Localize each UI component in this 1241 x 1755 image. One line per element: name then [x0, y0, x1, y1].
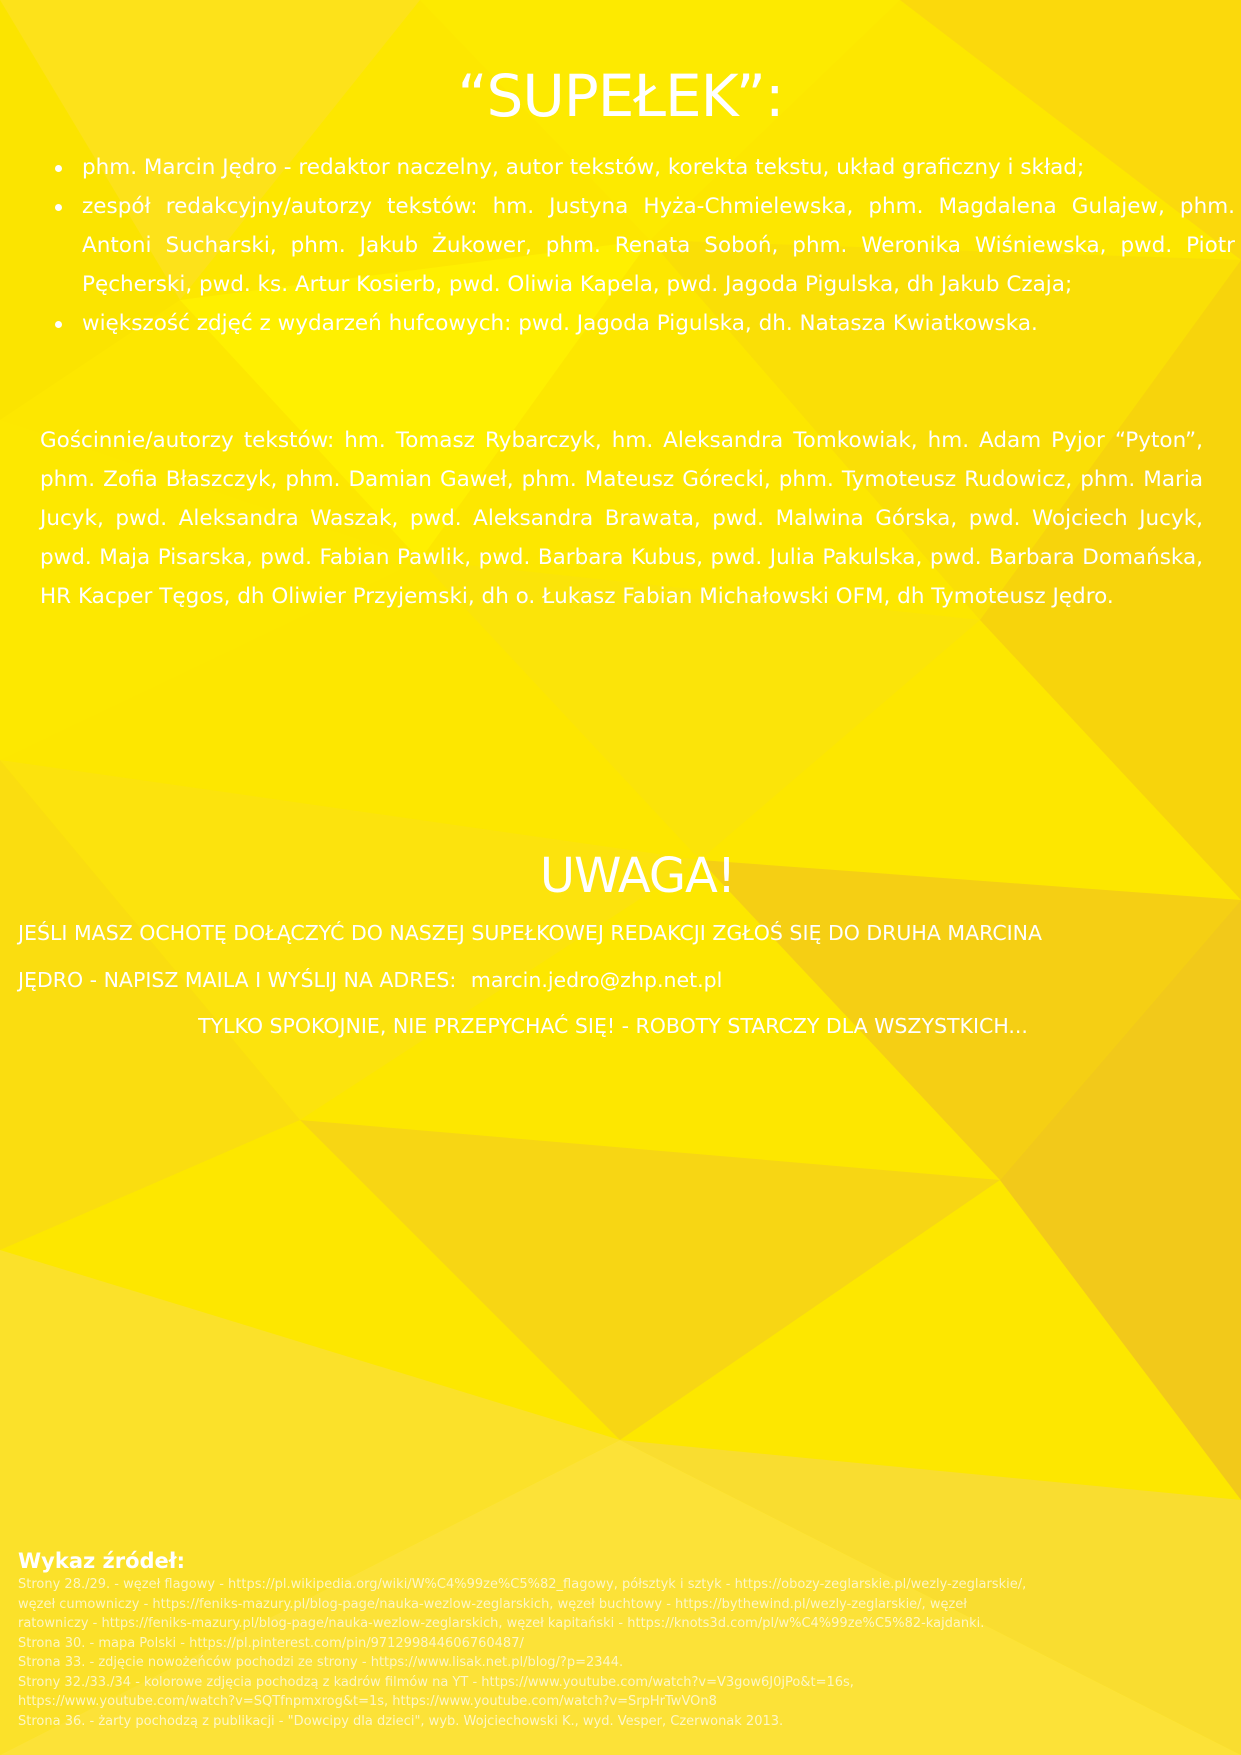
source-line: Strona 33. - zdjęcie nowożeńców pochodzi ze strony - https://www.lisak.net.pl/blog/?p=2344.	[18, 1655, 624, 1670]
source-line: Strony 32./33./34 - kolorowe zdjęcia pochodzą z kadrów filmów na YT - https://www.youtube.com/watch?v=V3gow6J0jPo&t=16s,	[18, 1674, 854, 1690]
source-line: Strony 28./29. - węzeł flagowy - https://pl.wikipedia.org/wiki/W%C4%99ze%C5%82_flagowy, półsztyk i sztyk - https://obozy-zeglarskie.pl/wezly-zeglarskie/,	[18, 1577, 1027, 1592]
sources-heading: Wykaz źródeł:	[18, 1549, 185, 1573]
credits-item-team: zespół redakcyjny/autorzy tekstów: hm. Justyna Hyża-Chmielewska, phm. Magdalena Gulajew, phm. Antoni Sucharski, phm. Jakub Żukower, phm. Renata Soboń, phm. Weronika Wiśniewska, pwd. Piotr Pęcherski, pwd. ks. Artur Kosierb, pwd. Oliwia Kapela, pwd. Jagoda Pigulska, dh Jakub Czaja;	[82, 187, 1235, 304]
guest-authors-paragraph: Gościnnie/autorzy tekstów: hm. Tomasz Rybarczyk, hm. Aleksandra Tomkowiak, hm. Adam Pyjor “Pyton”, phm. Zofia Błaszczyk, phm. Damian Gaweł, phm. Mateusz Górecki, phm. Tymoteusz Rudowicz, phm. Maria Jucyk, pwd. Aleksandra Waszak, pwd. Aleksandra Brawata, pwd. Malwina Górska, pwd. Wojciech Jucyk, pwd. Maja Pisarska, pwd. Fabian Pawlik, pwd. Barbara Kubus, pwd. Julia Pakulska, pwd. Barbara Domańska, HR Kacper Tęgos, dh Oliwier Przyjemski, dh o. Łukasz Fabian Michałowski OFM, dh Tymoteusz Jędro.	[40, 428, 1203, 609]
source-line: węzeł cumowniczy - https://feniks-mazury.pl/blog-page/nauka-wezlow-zeglarskich, węzeł buchtowy - https://bythewind.pl/wezly-zeglarskie/, węzeł	[18, 1596, 967, 1612]
credits-item-photos: większość zdjęć z wydarzeń hufcowych: pwd. Jagoda Pigulska, dh. Natasza Kwiatkowska.	[82, 304, 1235, 343]
credits-item-editor: phm. Marcin Jędro - redaktor naczelny, autor tekstów, korekta tekstu, układ graficzny i skład;	[82, 148, 1235, 187]
source-line: Strona 36. - żarty pochodzą z publikacji - "Dowcipy dla dzieci", wyb. Wojciechowski K., wyd. Vesper, Czerwonak 2013.	[18, 1713, 784, 1729]
credits-list	[50, 148, 1235, 343]
source-line: Strona 30. - mapa Polski - https://pl.pinterest.com/pin/971299844606760487/	[18, 1635, 524, 1651]
notice-line-3: TYLKO SPOKOJNIE, NIE PRZEPYCHAĆ SIĘ! - ROBOTY STARCZY DLA WSZYSTKICH...	[198, 1014, 1028, 1038]
page-title: “SUPEŁEK”:	[457, 62, 784, 130]
notice-line-2	[18, 968, 722, 992]
source-line: https://www.youtube.com/watch?v=SQTfnpmxrog&t=1s, https://www.youtube.com/watch?v=SrpHrTwVOn8	[18, 1694, 717, 1709]
source-line: ratowniczy - https://feniks-mazury.pl/blog-page/nauka-wezlow-zeglarskich, węzeł kapitański - https://knots3d.com/pl/w%C4%99ze%C5%82-kajdanki.	[18, 1616, 985, 1631]
notice-line-1: JEŚLI MASZ OCHOTĘ DOŁĄCZYĆ DO NASZEJ SUPEŁKOWEJ REDAKCJI ZGŁOŚ SIĘ DO DRUHA MARCINA	[18, 921, 1043, 945]
notice-email-link[interactable]: marcin.jedro@zhp.net.pl	[470, 968, 723, 992]
notice-title: UWAGA!	[539, 848, 736, 904]
notice-line-2-prefix: JĘDRO - NAPISZ MAILA I WYŚLIJ NA ADRES:	[18, 968, 457, 992]
sources-section	[18, 1549, 1223, 1731]
